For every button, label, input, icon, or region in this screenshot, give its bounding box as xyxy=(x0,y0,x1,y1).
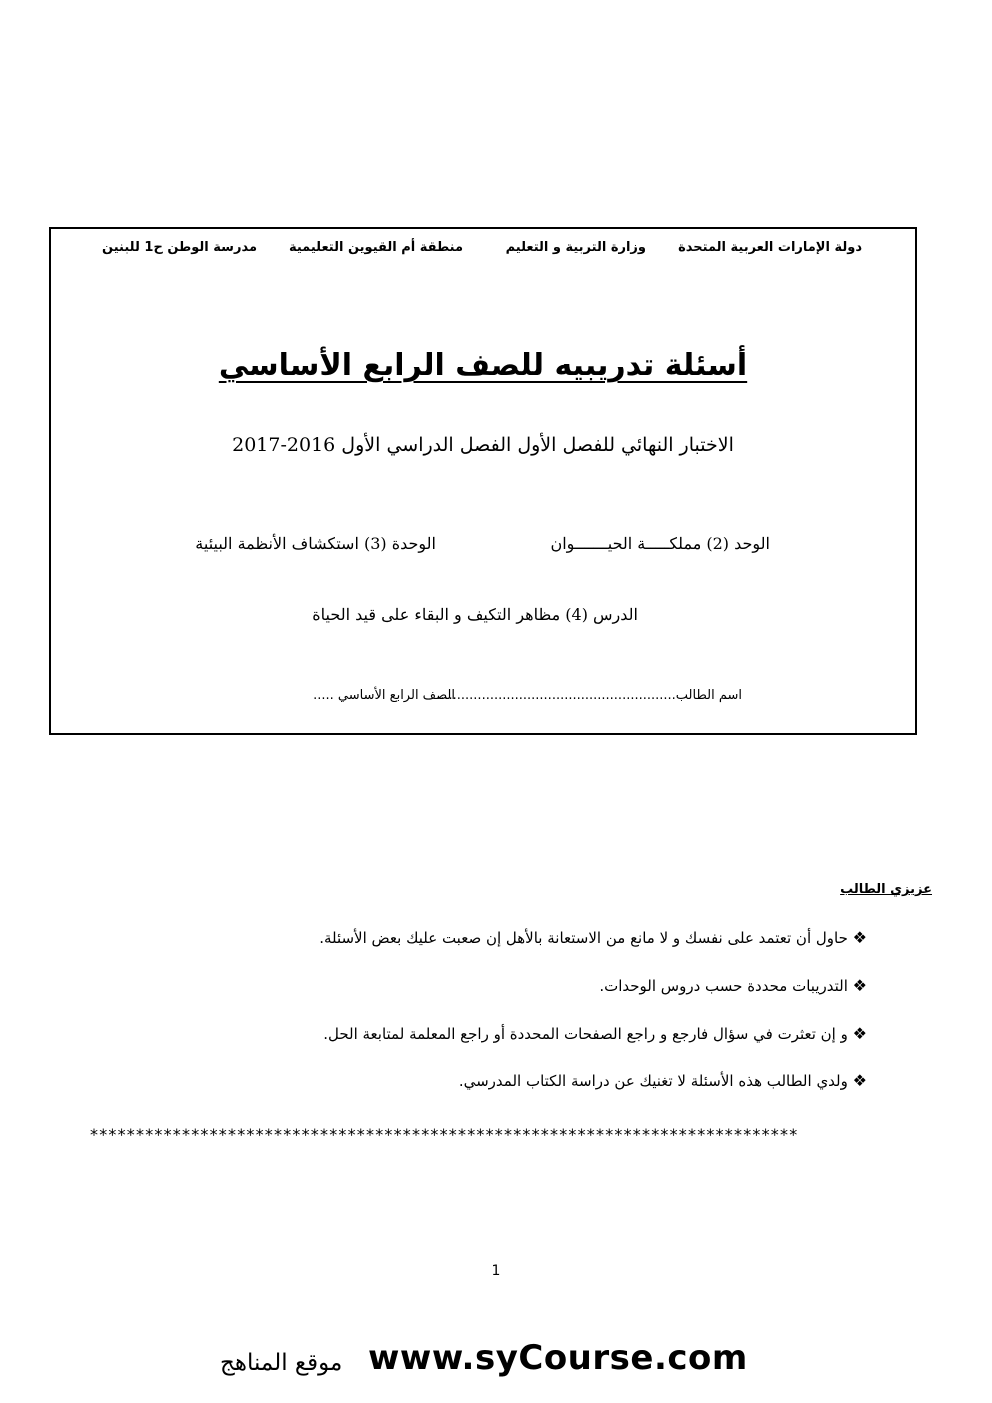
page-number: 1 xyxy=(491,1263,501,1279)
instruction-text: التدريبات محددة حسب دروس الوحدات. xyxy=(599,977,848,995)
bullet-icon: ❖ xyxy=(852,928,867,947)
bullet-icon: ❖ xyxy=(852,1024,867,1043)
instruction-item xyxy=(459,1071,867,1090)
lesson-label: الدرس (4) مظاهر التكيف و البقاء على قيد الحياة xyxy=(312,605,638,624)
unit-3-label: الوحدة (3) استكشاف الأنظمة البيئية xyxy=(195,534,436,553)
country-label: دولة الإمارات العربية المتحدة xyxy=(678,240,862,255)
instruction-item xyxy=(319,928,867,947)
instruction-text: و إن تعثرت في سؤال فارجع و راجع الصفحات المحددة أو راجع المعلمة لمتابعة الحل. xyxy=(323,1025,848,1043)
student-grade-field: الصف الرابع الأساسي ..... xyxy=(313,688,455,703)
footer-url: www.syCourse.com xyxy=(368,1338,748,1378)
unit-2-label: الوحد (2) مملكـــــة الحيـــــــوان xyxy=(550,534,770,553)
ministry-label: وزارة التربية و التعليم xyxy=(505,240,646,255)
dear-student-heading: عزيزي الطالب xyxy=(840,882,932,897)
page-title: أسئلة تدريبيه للصف الرابع الأساسي xyxy=(218,348,748,383)
bullet-icon: ❖ xyxy=(852,1071,867,1090)
instruction-item xyxy=(323,1024,867,1043)
student-name-field: اسم الطالب.......................................................... xyxy=(436,688,742,703)
instruction-text: حاول أن تعتمد على نفسك و لا مانع من الاستعانة بالأهل إن صعبت عليك بعض الأسئلة. xyxy=(319,929,848,947)
instruction-text: ولدي الطالب هذه الأسئلة لا تغنيك عن دراسة الكتاب المدرسي. xyxy=(458,1072,848,1090)
school-label: مدرسة الوطن ح1 للبنين xyxy=(102,240,257,255)
bullet-icon: ❖ xyxy=(852,976,867,995)
header-box xyxy=(49,227,917,735)
exam-subtitle: الاختبار النهائي للفصل الأول الفصل الدراسي الأول 2016-2017 xyxy=(232,434,734,456)
footer-site-name: موقع المناهج xyxy=(220,1350,343,1376)
instruction-item xyxy=(599,976,867,995)
district-label: منطقة أم القيوين التعليمية xyxy=(288,240,463,255)
separator-line: ***************************************************************************** xyxy=(90,1125,799,1144)
